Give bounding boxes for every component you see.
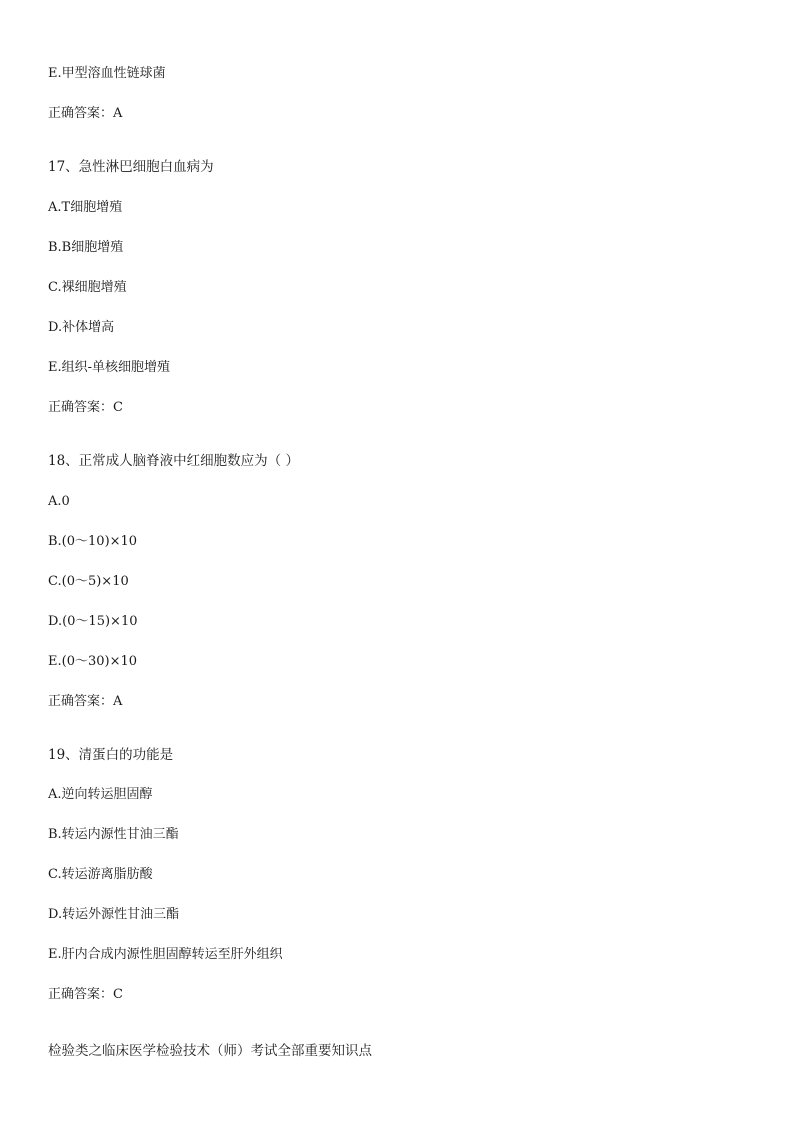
prev-answer: 正确答案：A <box>48 106 123 121</box>
question-19-option-a: A.逆向转运胆固醇 <box>48 787 153 802</box>
question-18-option-a: A.0 <box>48 494 70 509</box>
question-17-answer: 正确答案：C <box>48 400 123 415</box>
question-17-option-a: A.T细胞增殖 <box>48 200 123 215</box>
prev-option-e: E.甲型溶血性链球菌 <box>48 66 166 81</box>
question-17-title: 17、急性淋巴细胞白血病为 <box>48 159 214 175</box>
question-18-option-d: D.(0～15)×10 <box>48 614 138 629</box>
question-17-option-c: C.裸细胞增殖 <box>48 280 127 295</box>
question-18-answer: 正确答案：A <box>48 694 123 709</box>
question-18-option-e: E.(0～30)×10 <box>48 654 138 669</box>
question-19-answer: 正确答案：C <box>48 987 123 1002</box>
question-19-option-e: E.肝内合成内源性胆固醇转运至肝外组织 <box>48 947 283 962</box>
question-18-option-c: C.(0～5)×10 <box>48 574 129 589</box>
question-19-option-c: C.转运游离脂肪酸 <box>48 867 153 882</box>
question-18-title: 18、正常成人脑脊液中红细胞数应为（ ） <box>48 453 299 469</box>
question-19-option-b: B.转运内源性甘油三酯 <box>48 827 179 842</box>
page-footer: 检验类之临床医学检验技术（师）考试全部重要知识点 <box>48 1043 372 1059</box>
question-18-option-b: B.(0～10)×10 <box>48 534 138 549</box>
question-17-option-b: B.B细胞增殖 <box>48 240 124 255</box>
question-19-title: 19、清蛋白的功能是 <box>48 747 174 763</box>
question-17-option-e: E.组织-单核细胞增殖 <box>48 360 171 375</box>
question-17-option-d: D.补体增高 <box>48 320 115 335</box>
question-19-option-d: D.转运外源性甘油三酯 <box>48 907 180 922</box>
